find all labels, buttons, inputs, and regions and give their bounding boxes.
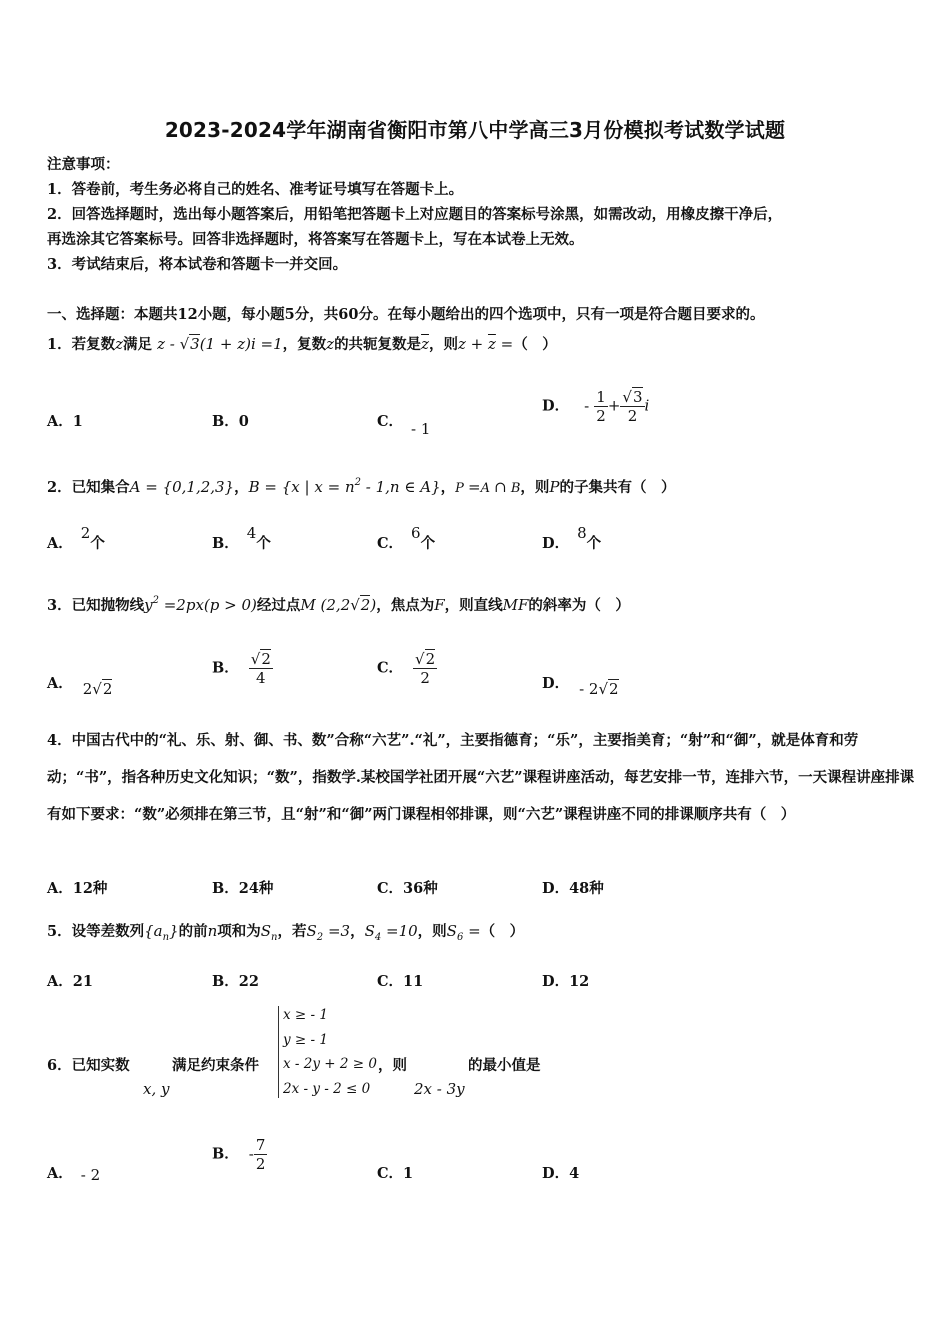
q3-option-d: D． - 2√2 (542, 675, 619, 698)
question-4: 4．中国古代中的“礼、乐、射、御、书、数”合称“六艺”.“礼”，主要指德育；“乐”，主要指美育；“射”和“御”，就是体育和劳动；“书”，指各种历史文化知识；“数”，指数学.某校国学社团开展“六艺”课程讲座活动，每艺安排一节，连排六节，一天课程讲座排课有如下要求：“数”必须排在第三节，且“射”和“御”两门课程相邻排课，则“六艺”课程讲座不同的排课顺序共有（ ） (47, 732, 915, 823)
constraint-4: 2x - y - 2 ≤ 0 (283, 1080, 371, 1097)
q5-option-c: C．11 (377, 973, 424, 990)
question-2: 2．已知集合A = {0,1,2,3}，B = {x | $x = n^2 - 1,n$ ∈ A}，P =A ∩ B，则P的子集共有（ ） (47, 477, 676, 496)
note-2a: 2．回答选择题时，选出每小题答案后，用铅笔把答题卡上对应题目的答案标号涂黑，如需改动，用橡皮擦干净后， (47, 206, 783, 223)
note-2b: 再选涂其它答案标号。回答非选择题时，将答案写在答题卡上，写在本试卷上无效。 (47, 231, 584, 248)
q1-option-c: C． - 1 (377, 413, 431, 438)
section-heading: 一、选择题：本题共12小题，每小题5分，共60分。在每小题给出的四个选项中，只有一项是符合题目要求的。 (47, 306, 765, 323)
q4-option-a: A．12种 (47, 880, 108, 897)
q6-option-d: D．4 (542, 1165, 580, 1182)
q6-vars: x, y (143, 1080, 170, 1098)
q5-option-a: A．21 (47, 973, 93, 990)
q6-option-b: B． - $\frac{7}{2}$ (212, 1136, 266, 1173)
q4-option-c: C．36种 (377, 880, 438, 897)
q4-option-d: D．48种 (542, 880, 604, 897)
q5-option-b: B．22 (212, 973, 259, 990)
q3-option-a: A． 2√2 (47, 675, 113, 698)
q3-option-c: C． $\frac{√2}{2}$ (377, 650, 436, 687)
note-1: 1．答卷前，考生务必将自己的姓名、准考证号填写在答题卡上。 (47, 181, 464, 198)
question-6-end: 的最小值是 (468, 1057, 541, 1074)
q2-option-a: A．2个 (47, 524, 105, 552)
q2-option-b: B．4个 (212, 524, 271, 552)
q1-option-d: D． - $\frac{1}{2}$ + $\frac{√3}{2}$ i (542, 388, 650, 425)
q4-option-b: B．24种 (212, 880, 274, 897)
q6-option-c: C．1 (377, 1165, 414, 1182)
question-6-mid: 满足约束条件 (172, 1057, 259, 1074)
question-6-then: ，则 (378, 1057, 407, 1074)
q3-option-b: B． $\frac{√2}{4}$ (212, 650, 271, 687)
q5-option-d: D．12 (542, 973, 590, 990)
q1-option-b: B．0 (212, 413, 249, 430)
question-1: 1．若复数z满足 z - √3(1 + z)i =1，复数z的共轭复数是$\overline{z}$，则$z + \overline{z}$ =（ ） (47, 335, 557, 353)
page-title: 2023-2024学年湖南省衡阳市第八中学高三3月份模拟考试数学试题 (164, 118, 786, 142)
question-3: 3．已知抛物线$y^2 =2px(p > 0)$经过点M (2,2√2)，焦点为F，则直线MF的斜率为（ ） (47, 595, 630, 614)
constraint-2: y ≥ - 1 (283, 1031, 328, 1048)
notes-heading: 注意事项： (47, 156, 120, 173)
note-3: 3．考试结束后，将本试卷和答题卡一并交回。 (47, 256, 348, 273)
constraint-system (283, 1003, 377, 1101)
constraint-3: x - 2y + 2 ≥ 0 (283, 1056, 377, 1072)
q2-option-c: C．6个 (377, 524, 436, 552)
question-5: 5．设等差数列$\{a_n\}$的前n项和为$S_n$，若$S_2 =3$，$S_4 =10$，则$S_6$ =（ ） (47, 922, 525, 943)
constraint-1: x ≥ - 1 (283, 1007, 328, 1023)
q1-option-a: A．1 (47, 413, 83, 430)
q6-option-a: A． - 2 (47, 1165, 101, 1184)
q2-option-d: D．8个 (542, 524, 602, 552)
q6-expression: 2x - 3y (414, 1080, 465, 1098)
question-6-lead: 6．已知实数 (47, 1057, 130, 1074)
constraint-brace (278, 1006, 279, 1098)
